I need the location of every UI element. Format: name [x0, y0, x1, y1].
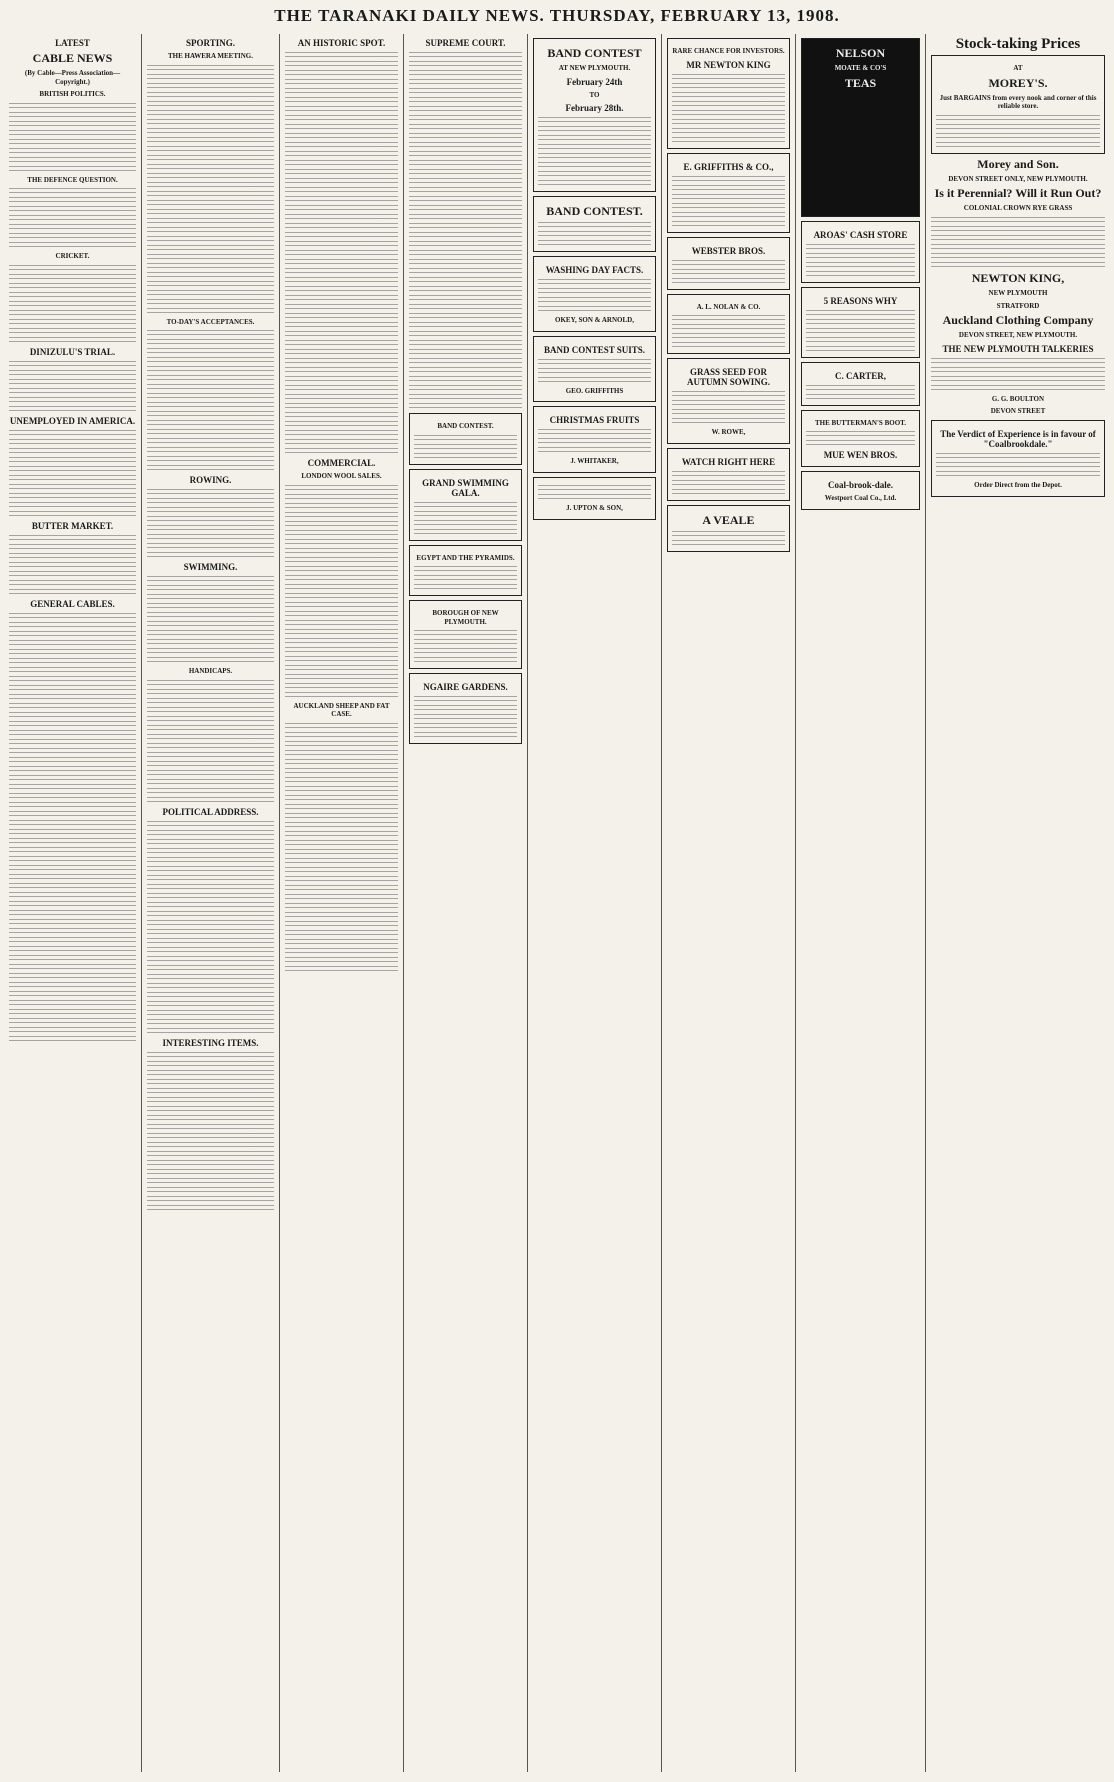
section-heading: SWIMMING. [183, 562, 238, 573]
column-sporting [142, 34, 280, 1772]
nolan-ad: A. L. NOLAN & CO. [667, 294, 790, 355]
egypt-lecture-ad: EGYPT AND THE PYRAMIDS. [409, 545, 522, 597]
section-heading: POLITICAL ADDRESS. [162, 806, 259, 817]
perennial-heading: Is it Perennial? Will it Run Out? [934, 186, 1102, 201]
section-heading: DINIZULU'S TRIAL. [29, 346, 116, 357]
ngaire-gardens-ad: NGAIRE GARDENS. [409, 673, 522, 744]
section-heading: AUCKLAND SHEEP AND FAT CASE. [293, 701, 390, 719]
section-heading: LONDON WOOL SALES. [301, 472, 382, 480]
section-heading: BUTTER MARKET. [31, 520, 114, 531]
borough-notice: BOROUGH OF NEW PLYMOUTH. [409, 600, 522, 669]
section-heading: COMMERCIAL. [307, 458, 376, 468]
section-heading: HANDICAPS. [188, 667, 233, 676]
section-heading: THE HAWERA MEETING. [168, 52, 253, 60]
swimming-gala-ad: GRAND SWIMMING GALA. [409, 469, 522, 541]
column-historic [280, 34, 404, 1772]
column-cable-news [4, 34, 142, 1772]
webster-ad: WEBSTER BROS. [667, 237, 790, 290]
veale-ad: A VEALE [667, 505, 790, 552]
stocktaking-heading: Stock-taking Prices [955, 36, 1081, 52]
grass-seed-ad: GRASS SEED FOR AUTUMN SOWING. W. ROWE, [667, 358, 790, 444]
auckland-clothing-heading: Auckland Clothing Company [942, 313, 1094, 328]
section-heading: GENERAL CABLES. [30, 598, 115, 609]
band-suits-ad: BAND CONTEST SUITS. GEO. GRIFFITHS [533, 336, 656, 403]
talkeries-heading: THE NEW PLYMOUTH TALKERIES [942, 343, 1094, 354]
washing-day-ad: WASHING DAY FACTS. OKEY, SON & ARNOLD, [533, 256, 656, 332]
masthead: THE TARANAKI DAILY NEWS. THURSDAY, FEBRUARY 13, 1908. [274, 6, 840, 25]
morey-son-heading: Morey and Son. [977, 156, 1059, 171]
section-heading: BRITISH POLITICS. [39, 90, 106, 99]
column-ads [796, 34, 926, 1772]
investors-ad: RARE CHANCE FOR INVESTORS. MR NEWTON KING [667, 38, 790, 149]
band-contest-ad-2: BAND CONTEST. [533, 196, 656, 252]
upton-ad: J. UPTON & SON, [533, 477, 656, 520]
medal-illustration [806, 92, 915, 212]
section-heading: ROWING. [189, 475, 232, 486]
column-supreme-court [404, 34, 528, 1772]
aroas-ad: AROAS' CASH STORE [801, 221, 920, 283]
band-contest-ad: BAND CONTEST AT NEW PLYMOUTH. February 24th TO February 28th. [533, 38, 656, 192]
section-heading: AN HISTORIC SPOT. [297, 38, 386, 48]
band-contest-notice: BAND CONTEST. [409, 413, 522, 465]
latest-heading: LATEST [55, 38, 90, 48]
boot-ad: THE BUTTERMAN'S BOOT. MUE WEN BROS. [801, 410, 920, 468]
section-heading: INTERESTING ITEMS. [162, 1037, 259, 1048]
section-heading: SPORTING. [186, 38, 235, 48]
column-band-contest [528, 34, 662, 1772]
column-morey: Stock-taking Prices AT MOREY'S. Just BARGAINS from every nook and corner of this reliable store. Morey and Son. DEVON STREET ONLY, NEW PLYMOUTH. Is it Perennial? Will it Run Out? COLONIAL CROWN RYE GRASS NEWTON KING, NEW PLYMOUTH STRATFORD Auckland Clothing Company DEVON STREET, NEW PLYMOUTH. THE NEW PLYMOUTH TALKERIES G. G. BOULTON DEVON STREET The Verdict of Experience is in favour of "Coalbrookdale." Order Direct from the Depot. [926, 34, 1110, 1772]
coal-ad: Coal-brook-dale. Westport Coal Co., Ltd. [801, 471, 920, 510]
reasons-ad: 5 REASONS WHY [801, 287, 920, 358]
nelson-teas-ad: NELSON MOATE & CO'S TEAS [801, 38, 920, 217]
newton-king-heading: NEWTON KING, [971, 270, 1065, 285]
moreys-ad: AT MOREY'S. Just BARGAINS from every nook and corner of this reliable store. [931, 55, 1105, 154]
section-heading: UNEMPLOYED IN AMERICA. [9, 415, 136, 426]
column-auctions [662, 34, 796, 1772]
christmas-fruits-ad: CHRISTMAS FRUITS J. WHITAKER, [533, 406, 656, 473]
cable-credit: (By Cable—Press Association—Copyright.) [24, 69, 121, 86]
section-heading: THE DEFENCE QUESTION. [27, 175, 118, 184]
griffiths-ad: E. GRIFFITHS & CO., [667, 153, 790, 233]
watch-ad: WATCH RIGHT HERE [667, 448, 790, 501]
section-heading: CRICKET. [55, 252, 90, 261]
cable-news-heading: CABLE NEWS [32, 51, 113, 65]
section-heading: SUPREME COURT. [425, 38, 506, 48]
coalbrookdale-verdict: The Verdict of Experience is in favour of "Coalbrookdale." Order Direct from the Depot. [931, 420, 1105, 497]
section-heading: TO-DAY'S ACCEPTANCES. [166, 317, 255, 326]
carter-ad: C. CARTER, [801, 362, 920, 406]
